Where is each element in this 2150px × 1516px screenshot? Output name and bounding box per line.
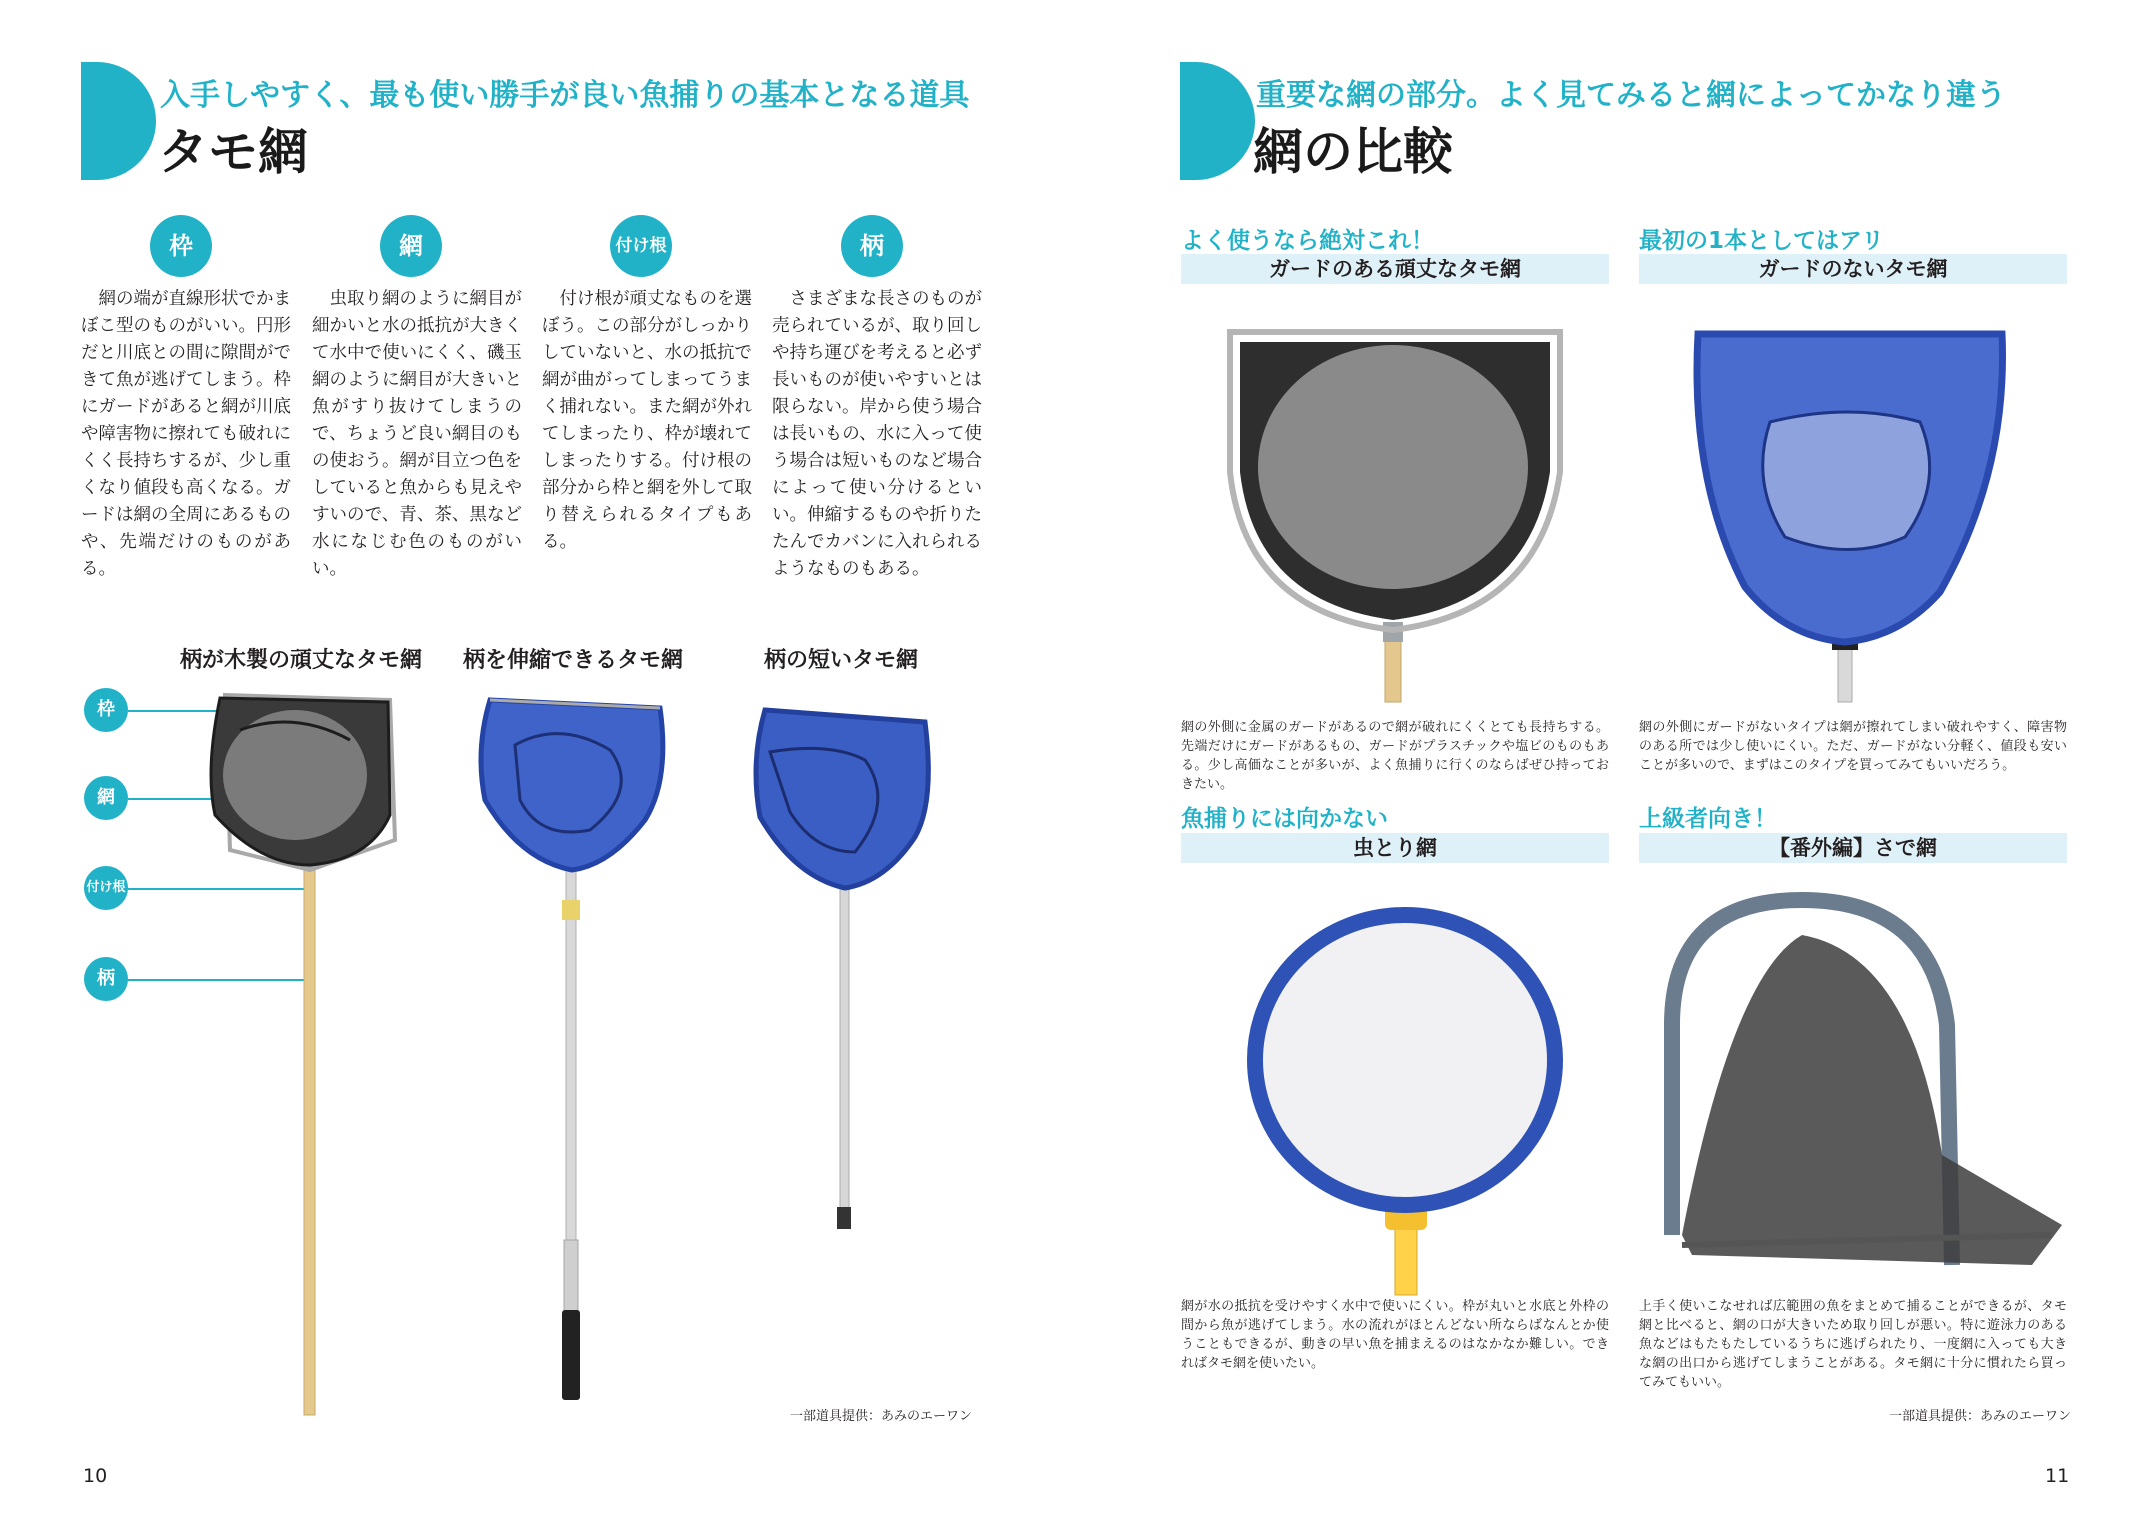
wooden-net-image	[200, 690, 410, 1420]
guarded-net-image	[1225, 322, 1565, 702]
right-title-mark	[1180, 62, 1255, 180]
section-3-desc: 網が水の抵抗を受けやすく水中で使いにくい。枠が丸いと水底と外枠の間から魚が逃げてしまう。水の流れがほとんどない所ならばなんとか使うこともできるが、動きの早い魚を捕まえるのはなかなか難しい。できればタモ網を使いたい。	[1181, 1299, 1609, 1371]
telescopic-net-image	[470, 690, 670, 1420]
section-2-name: ガードのないタモ網	[1639, 254, 2067, 284]
column-text-handle: さまざまな長さのものが売られているが、取り回しや持ち運びを考えると必ず長いものが使いやすいとは限らない。岸から使う場合は長いもの、水に入って使う場合は短いものなど場合によって使い分けるといい。伸縮するものや折りたたんでカバンに入れられるようなものもある。	[772, 289, 982, 579]
right-page-number: 11	[2045, 1465, 2070, 1487]
section-3-category: 魚捕りには向かない	[1181, 806, 1388, 832]
left-page-number: 10	[83, 1465, 108, 1487]
left-title-mark	[81, 62, 156, 180]
net-title-telescopic: 柄を伸縮できるタモ網	[463, 648, 684, 673]
heading-frame: 枠	[150, 215, 212, 277]
section-4-desc: 上手く使いこなせれば広範囲の魚をまとめて捕ることができるが、タモ網と比べると、網の口が大きいため取り回しが悪い。特に遊泳力のある魚などはもたもたしているうちに逃げられたり、一度網に入っても大きな網の出口から逃げてしまうことがある。タモ網に十分に慣れたら買ってみてもいい。	[1639, 1299, 2067, 1390]
right-credit: 一部道具提供：あみのエーワン	[1889, 1409, 2072, 1424]
callout-handle: 柄	[84, 957, 128, 1001]
column-text-net: 虫取り網のように網目が細かいと水の抵抗が大きくて水中で使いにくく、磯玉網のように網目が大きいと魚がすり抜けてしまうので、ちょうど良い網目のもの使おう。網が目立つ色をしていると魚からも見えやすいので、青、茶、黒など水になじむ色のものがいい。	[312, 289, 522, 579]
heading-joint: 付け根	[610, 215, 672, 277]
left-page-title: タモ網	[158, 123, 308, 181]
right-page-title: 網の比較	[1253, 123, 1453, 181]
short-net-image	[745, 702, 935, 1272]
callout-net: 網	[84, 776, 128, 820]
bug-net-image	[1245, 905, 1565, 1295]
sade-net-image	[1652, 895, 2072, 1275]
callout-frame: 枠	[84, 688, 128, 732]
callout-joint: 付け根	[84, 866, 128, 910]
left-subtitle: 入手しやすく、最も使い勝手が良い魚捕りの基本となる道具	[160, 78, 970, 113]
net-title-short: 柄の短いタモ網	[764, 648, 919, 673]
unguarded-net-image	[1690, 322, 2010, 702]
heading-handle: 柄	[841, 215, 903, 277]
section-4-name: 【番外編】さで網	[1639, 833, 2067, 863]
net-title-wooden: 柄が木製の頑丈なタモ網	[180, 648, 423, 673]
section-2-category: 最初の1本としてはアリ	[1639, 228, 1885, 254]
section-1-desc: 網の外側に金属のガードがあるので網が破れにくくとても長持ちする。先端だけにガードがあるもの、ガードがプラスチックや塩ビのものもある。少し高価なことが多いが、よく魚捕りに行くのならばぜひ持っておきたい。	[1181, 720, 1609, 792]
column-text-joint: 付け根が頑丈なものを選ぼう。この部分がしっかりしていないと、水の抵抗で網が曲がってしまってうまく捕れない。また網が外れてしまったり、枠が壊れてしまったりする。付け根の部分から枠と網を外して取り替えられるタイプもある。	[542, 289, 752, 552]
section-1-name: ガードのある頑丈なタモ網	[1181, 254, 1609, 284]
section-3-name: 虫とり網	[1181, 833, 1609, 863]
section-4-category: 上級者向き！	[1639, 806, 1777, 832]
column-text-frame: 網の端が直線形状でかまぼこ型のものがいい。円形だと川底との間に隙間ができて魚が逃げてしまう。枠にガードがあると網が川底や障害物に擦れても破れにくく長持ちするが、少し重くなり値段も高くなる。ガードは網の全周にあるものや、先端だけのものがある。	[81, 289, 291, 579]
heading-net: 網	[380, 215, 442, 277]
section-2-desc: 網の外側にガードがないタイプは網が擦れてしまい破れやすく、障害物のある所では少し使いにくい。ただ、ガードがない分軽く、値段も安いことが多いので、まずはこのタイプを買ってみてもいいだろう。	[1639, 720, 2067, 773]
left-credit: 一部道具提供：あみのエーワン	[790, 1409, 973, 1424]
right-subtitle: 重要な網の部分。よく見てみると網によってかなり違う	[1256, 78, 2006, 113]
section-1-category: よく使うなら絶対これ！	[1181, 228, 1434, 254]
